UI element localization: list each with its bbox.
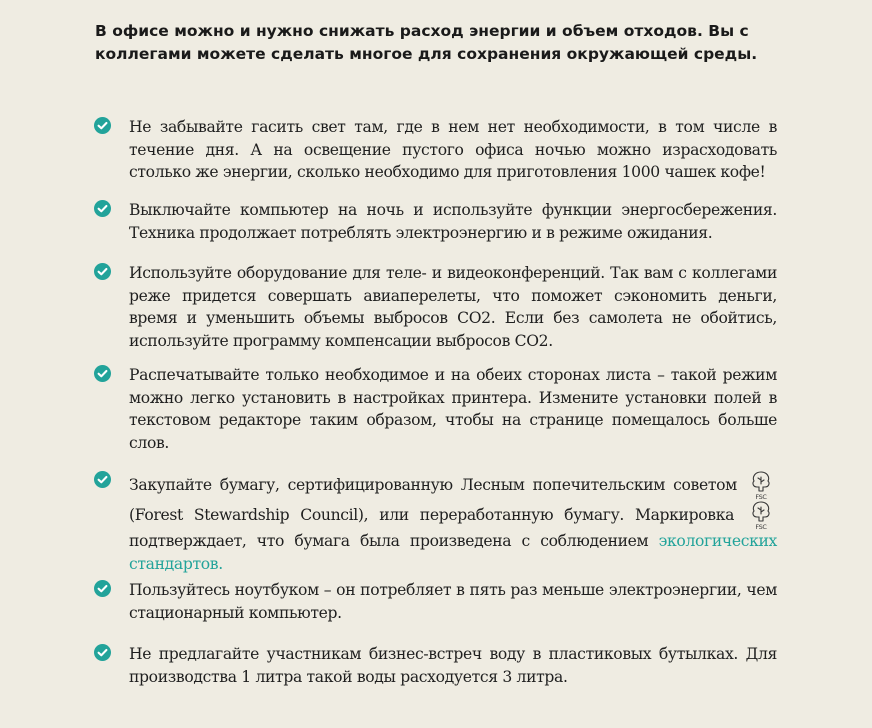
list-item — [94, 470, 784, 575]
check-circle-icon — [94, 263, 111, 280]
tip-text: Распечатывайте только необходимое и на обеих сторонах листа – такой режим можно легко установить в настройках принтера. Измените установки полей в текстовом редакторе таким образом, чтобы на странице помещалось больше слов. — [129, 366, 777, 452]
list-item — [94, 643, 784, 688]
fsc-logo-label: FSC — [755, 493, 767, 500]
check-circle-icon — [94, 471, 111, 488]
check-circle-icon — [94, 117, 111, 134]
list-item — [94, 364, 784, 454]
tip-text: Выключайте компьютер на ночь и используйте функции энергосбережения. Техника продолжает потреблять электроэнергию и в режиме ожидания. — [129, 201, 777, 242]
tip-text: Пользуйтесь ноутбуком – он потребляет в пять раз меньше электроэнергии, чем стационарный компьютер. — [129, 581, 777, 622]
list-item — [94, 116, 784, 184]
tip-text: Не забывайте гасить свет там, где в нем нет необходимости, в том числе в течение дня. А на освещение пустого офиса ночью можно израсходовать столько же энергии, сколько необходимо для приготовления 1000 чашек кофе! — [129, 118, 777, 181]
tip-text-part: подтверждает, что бумага была произведена с соблюдением — [129, 532, 649, 550]
fsc-logo-label: FSC — [755, 523, 767, 530]
standards-link[interactable]: экологических стандартов. — [129, 532, 778, 573]
check-circle-icon — [94, 365, 111, 382]
tip-text-paper — [129, 470, 777, 575]
tip-text-part: (Forest Stewardship Council), или переработанную бумагу. Маркировка — [129, 506, 735, 524]
tip-text: Не предлагайте участникам бизнес-встреч воду в пластиковых бутылках. Для производства 1 литра такой воды расходуется 3 литра. — [129, 645, 777, 686]
list-item — [94, 262, 784, 352]
tip-text: Используйте оборудование для теле- и видеоконференций. Так вам с коллегами реже придется совершать авиаперелеты, что поможет сэкономить деньги, время и уменьшить объемы выбросов CO2. Если без самолета не обойтись, используйте программу компенсации выбросов CO2. — [129, 264, 777, 350]
check-circle-icon — [94, 580, 111, 597]
fsc-logo-icon — [749, 500, 773, 530]
list-item — [94, 199, 784, 244]
check-circle-icon — [94, 200, 111, 217]
list-item — [94, 579, 784, 624]
intro-text: В офисе можно и нужно снижать расход энергии и объем отходов. Вы с коллегами можете сделать многое для сохранения окружающей среды. — [95, 22, 758, 63]
tip-text-part: Закупайте бумагу, сертифицированную Лесным попечительским советом — [129, 476, 737, 494]
fsc-logo-icon — [749, 470, 773, 500]
check-circle-icon — [94, 644, 111, 661]
